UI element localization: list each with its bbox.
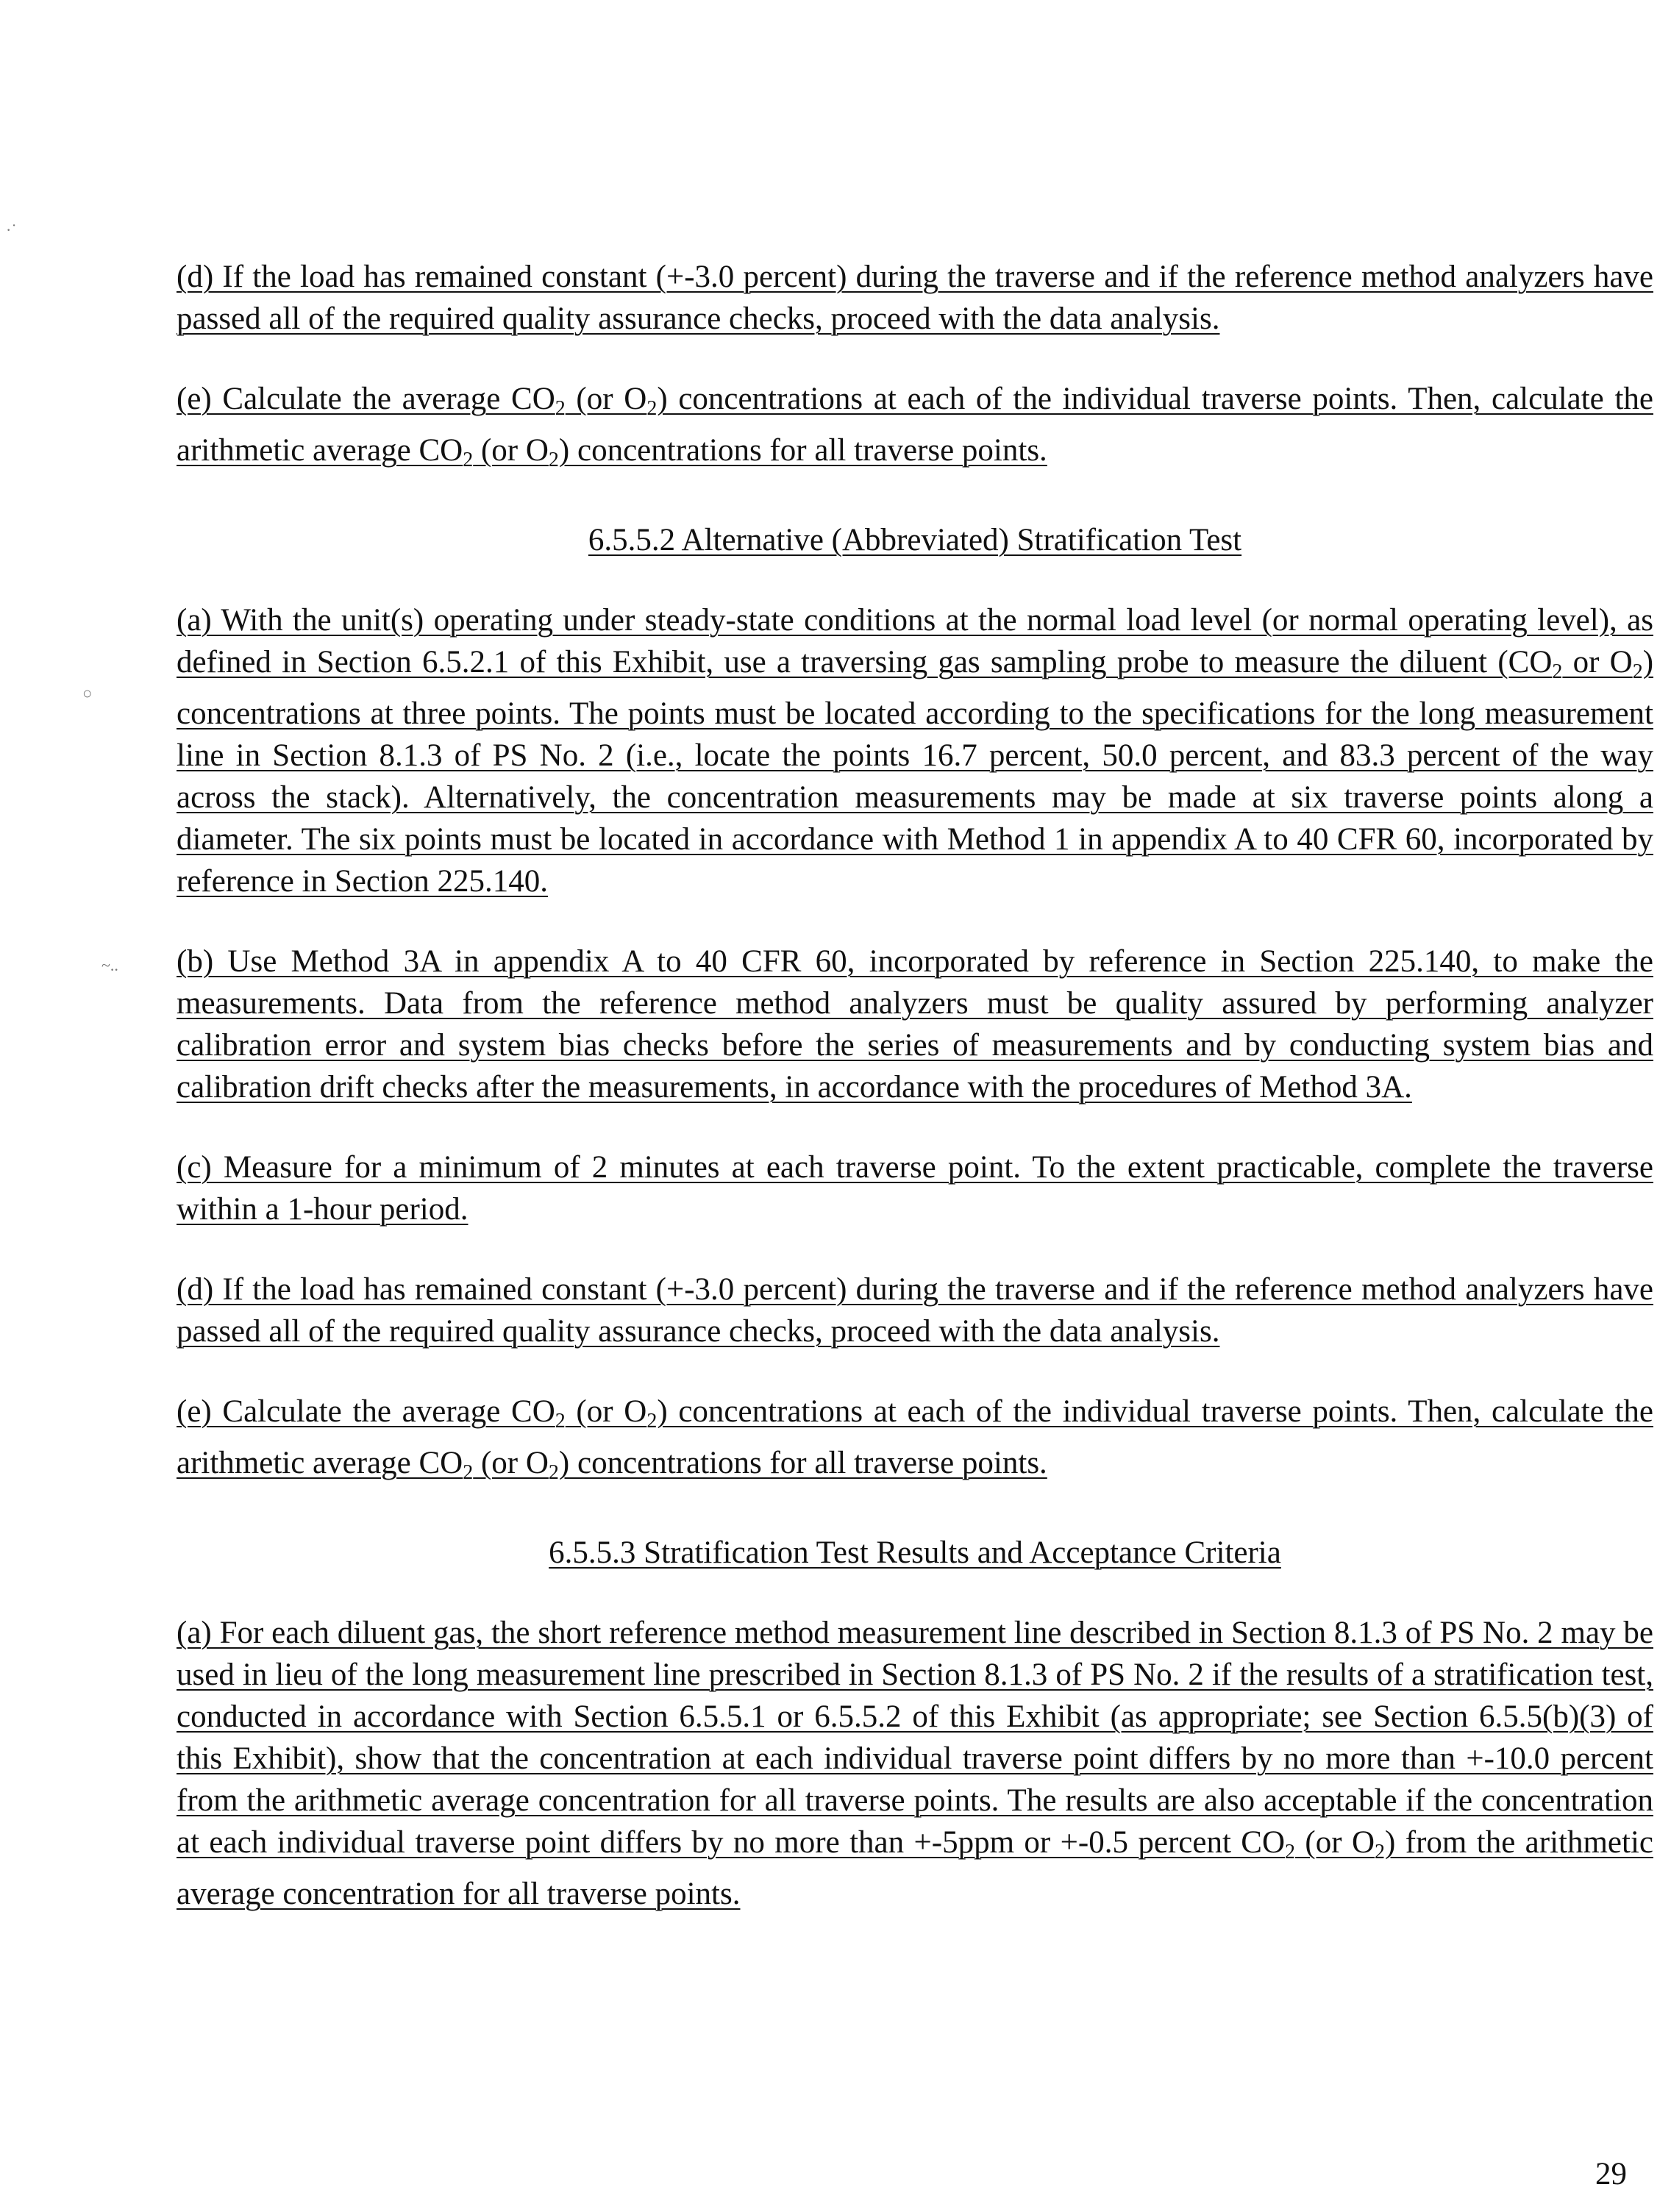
- subscript: 2: [646, 397, 658, 420]
- text-segment: (e) Calculate the average CO: [177, 382, 555, 416]
- scan-speck: ○: [82, 684, 93, 702]
- text-segment: (e) Calculate the average CO: [177, 1394, 555, 1429]
- paragraph-a-alt: [177, 599, 1653, 902]
- paragraph-b-alt: [177, 941, 1653, 1108]
- text-segment: (or O: [473, 1446, 549, 1480]
- section-heading-6-5-5-3: 6.5.5.3 Stratification Test Results and Acceptance Criteria: [549, 1535, 1281, 1570]
- subscript: 2: [555, 397, 566, 420]
- text-segment: ) concentrations at each of the individual traverse points. Then, calculate the arithmetic average CO: [177, 382, 1653, 468]
- paragraph-group-traverse-analysis: [177, 256, 1653, 481]
- document-body: [177, 256, 1653, 1953]
- text-segment: (or O: [1295, 1825, 1375, 1860]
- paragraph-e-alt: [177, 1391, 1653, 1494]
- subscript: 2: [555, 1410, 566, 1433]
- text-segment: (d) If the load has remained constant (+-3.0 percent) during the traverse and if the reference method analyzers have passed all of the required quality assurance checks, proceed with the data analysis.: [177, 1272, 1653, 1349]
- text-segment: ) concentrations at three points. The points must be located according to the specifications for the long measurement line in Section 8.1.3 of PS No. 2 (i.e., locate the points 16.7 percent, 50.0 percent, and 83.3 percent of the way across the stack). Alternatively, the concentration measurements may be made at six traverse points along a diameter. The six points must be located in accordance with Method 1 in appendix A to 40 CFR 60, incorporated by reference in Section 225.140.: [177, 645, 1654, 899]
- subscript: 2: [1552, 660, 1563, 683]
- text-segment: ) concentrations for all traverse points.: [558, 433, 1047, 468]
- subscript: 2: [548, 449, 559, 471]
- scan-speck: ~..: [101, 956, 118, 974]
- text-segment: ) concentrations at each of the individual traverse points. Then, calculate the arithmetic average CO: [177, 1394, 1653, 1480]
- text-segment: (or O: [565, 382, 647, 416]
- text-segment: (c) Measure for a minimum of 2 minutes at each traverse point. To the extent practicable, complete the traverse within a 1-hour period.: [177, 1150, 1653, 1227]
- subscript: 2: [1632, 660, 1643, 683]
- subscript: 2: [463, 449, 474, 471]
- paragraph-e-first: [177, 378, 1653, 481]
- text-segment: ) from the arithmetic average concentration for all traverse points.: [177, 1825, 1653, 1911]
- section-heading-6-5-5-2: 6.5.5.2 Alternative (Abbreviated) Stratification Test: [588, 523, 1242, 557]
- paragraph-d-alt: [177, 1269, 1653, 1352]
- text-segment: (a) For each diluent gas, the short reference method measurement line described in Section 8.1.3 of PS No. 2 may be used in lieu of the long measurement line prescribed in Section 8.1.3 of PS No. 2 if the results of a stratification test, conducted in accordance with Section 6.5.5.1 or 6.5.5.2 of this Exhibit (as appropriate; see Section 6.5.5(b)(3) of this Exhibit), show that the concentration at each individual traverse point differs by no more than +-10.0 percent from the arithmetic average concentration for all traverse points. The results are also acceptable if the concentration at each individual traverse point differs by no more than +-5ppm or +-0.5 percent CO: [177, 1616, 1653, 1860]
- subscript: 2: [646, 1410, 658, 1433]
- subscript: 2: [1375, 1841, 1386, 1863]
- text-segment: ) concentrations for all traverse points.: [558, 1446, 1047, 1480]
- subscript: 2: [1285, 1841, 1296, 1863]
- text-segment: (a) With the unit(s) operating under steady-state conditions at the normal load level (or normal operating level), as defined in Section 6.5.2.1 of this Exhibit, use a traversing gas sampling probe to measure the diluent (CO: [177, 603, 1653, 679]
- paragraph-group-alternative-test: [177, 599, 1653, 1494]
- text-segment: (or O: [473, 433, 549, 468]
- paragraph-d-first: [177, 256, 1653, 340]
- scan-speck: ·˙: [6, 221, 17, 239]
- text-segment: (b) Use Method 3A in appendix A to 40 CFR 60, incorporated by reference in Section 225.140, to make the measurements. Data from the reference method analyzers must be quality assured by performing analyzer calibration error and system bias checks before the series of measurements and by conducting system bias and calibration drift checks after the measurements, in accordance with the procedures of Method 3A.: [177, 944, 1653, 1105]
- paragraph-a-results: [177, 1612, 1653, 1915]
- text-segment: (or O: [565, 1394, 647, 1429]
- subscript: 2: [548, 1461, 559, 1484]
- paragraph-group-acceptance-criteria: [177, 1612, 1653, 1915]
- paragraph-c-alt: [177, 1146, 1653, 1230]
- page-number: 29: [1595, 2157, 1627, 2191]
- subscript: 2: [463, 1461, 474, 1484]
- text-segment: (d) If the load has remained constant (+-3.0 percent) during the traverse and if the reference method analyzers have passed all of the required quality assurance checks, proceed with the data analysis.: [177, 260, 1653, 336]
- text-segment: or O: [1562, 645, 1633, 679]
